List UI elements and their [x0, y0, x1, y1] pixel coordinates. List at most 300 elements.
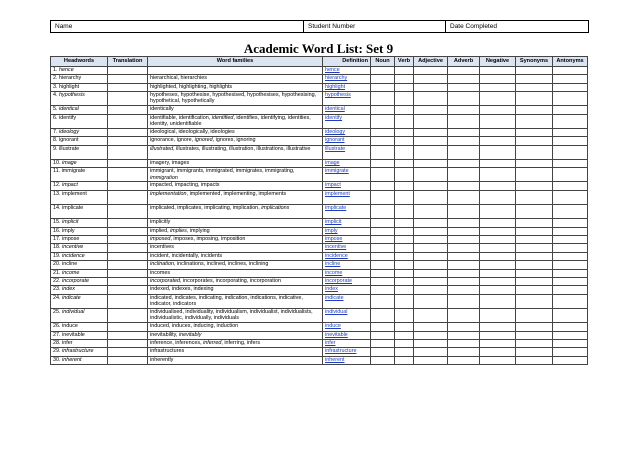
- negative-cell[interactable]: [480, 286, 516, 294]
- antonyms-cell[interactable]: [553, 92, 588, 106]
- synonyms-cell[interactable]: [516, 269, 553, 277]
- synonyms-cell[interactable]: [516, 261, 553, 269]
- definition-link[interactable]: implement: [323, 190, 371, 204]
- table-row: [51, 145, 588, 159]
- definition-link[interactable]: identify: [323, 114, 371, 128]
- row-number: 13.: [53, 190, 61, 197]
- table-row: [51, 168, 588, 182]
- translation-cell[interactable]: [108, 286, 148, 294]
- noun-cell[interactable]: [371, 331, 395, 339]
- adverb-cell[interactable]: [448, 75, 480, 83]
- translation-cell[interactable]: [108, 137, 148, 145]
- synonyms-cell[interactable]: [516, 308, 553, 322]
- adjective-cell[interactable]: [414, 331, 448, 339]
- verb-cell[interactable]: [395, 323, 414, 331]
- verb-cell[interactable]: [395, 227, 414, 235]
- verb-cell[interactable]: [395, 294, 414, 308]
- negative-cell[interactable]: [480, 308, 516, 322]
- antonyms-cell[interactable]: [553, 205, 588, 219]
- negative-cell[interactable]: [480, 190, 516, 204]
- adjective-cell[interactable]: [414, 83, 448, 91]
- headword-cell: [51, 137, 108, 145]
- translation-cell[interactable]: [108, 128, 148, 136]
- adverb-cell[interactable]: [448, 269, 480, 277]
- synonyms-cell[interactable]: [516, 190, 553, 204]
- antonyms-cell[interactable]: [553, 356, 588, 364]
- headword-cell: [51, 331, 108, 339]
- antonyms-cell[interactable]: [553, 339, 588, 347]
- negative-cell[interactable]: [480, 168, 516, 182]
- synonyms-cell[interactable]: [516, 114, 553, 128]
- noun-cell[interactable]: [371, 114, 395, 128]
- antonyms-cell[interactable]: [553, 190, 588, 204]
- adverb-cell[interactable]: [448, 190, 480, 204]
- antonyms-cell[interactable]: [553, 114, 588, 128]
- translation-cell[interactable]: [108, 205, 148, 219]
- definition-link[interactable]: inevitable: [323, 331, 371, 339]
- definition-link[interactable]: hypothesis: [323, 92, 371, 106]
- translation-cell[interactable]: [108, 348, 148, 356]
- noun-cell[interactable]: [371, 67, 395, 75]
- translation-cell[interactable]: [108, 236, 148, 244]
- synonyms-cell[interactable]: [516, 137, 553, 145]
- antonyms-cell[interactable]: [553, 294, 588, 308]
- negative-cell[interactable]: [480, 67, 516, 75]
- synonyms-cell[interactable]: [516, 67, 553, 75]
- synonyms-cell[interactable]: [516, 219, 553, 227]
- verb-cell[interactable]: [395, 114, 414, 128]
- adverb-cell[interactable]: [448, 128, 480, 136]
- synonyms-cell[interactable]: [516, 145, 553, 159]
- negative-cell[interactable]: [480, 137, 516, 145]
- verb-cell[interactable]: [395, 75, 414, 83]
- negative-cell[interactable]: [480, 145, 516, 159]
- definition-link[interactable]: ideology: [323, 128, 371, 136]
- definition-link[interactable]: identical: [323, 106, 371, 114]
- translation-cell[interactable]: [108, 308, 148, 322]
- synonyms-cell[interactable]: [516, 244, 553, 252]
- definition-link[interactable]: incline: [323, 261, 371, 269]
- translation-cell[interactable]: [108, 83, 148, 91]
- column-header: Noun: [371, 57, 395, 67]
- verb-cell[interactable]: [395, 277, 414, 285]
- verb-cell[interactable]: [395, 261, 414, 269]
- adjective-cell[interactable]: [414, 190, 448, 204]
- antonyms-cell[interactable]: [553, 323, 588, 331]
- synonyms-cell[interactable]: [516, 106, 553, 114]
- noun-cell[interactable]: [371, 159, 395, 167]
- word-families-cell: inference, inferences, inferred, inferring, infers: [148, 339, 323, 347]
- definition-link[interactable]: hence: [323, 67, 371, 75]
- adverb-cell[interactable]: [448, 356, 480, 364]
- adjective-cell[interactable]: [414, 227, 448, 235]
- noun-cell[interactable]: [371, 236, 395, 244]
- headword-text: implicit: [62, 219, 79, 226]
- definition-link[interactable]: illustrate: [323, 145, 371, 159]
- definition-link[interactable]: impose: [323, 236, 371, 244]
- definition-link[interactable]: imply: [323, 227, 371, 235]
- antonyms-cell[interactable]: [553, 236, 588, 244]
- noun-cell[interactable]: [371, 106, 395, 114]
- noun-cell[interactable]: [371, 92, 395, 106]
- adjective-cell[interactable]: [414, 205, 448, 219]
- noun-cell[interactable]: [371, 219, 395, 227]
- negative-cell[interactable]: [480, 331, 516, 339]
- synonyms-cell[interactable]: [516, 168, 553, 182]
- verb-cell[interactable]: [395, 205, 414, 219]
- synonyms-cell[interactable]: [516, 339, 553, 347]
- synonyms-cell[interactable]: [516, 323, 553, 331]
- synonyms-cell[interactable]: [516, 227, 553, 235]
- definition-link[interactable]: incorporate: [323, 277, 371, 285]
- adjective-cell[interactable]: [414, 356, 448, 364]
- adverb-cell[interactable]: [448, 182, 480, 190]
- word-families-cell: induced, induces, inducing, induction: [148, 323, 323, 331]
- verb-cell[interactable]: [395, 356, 414, 364]
- adjective-cell[interactable]: [414, 159, 448, 167]
- synonyms-cell[interactable]: [516, 294, 553, 308]
- negative-cell[interactable]: [480, 182, 516, 190]
- negative-cell[interactable]: [480, 159, 516, 167]
- adverb-cell[interactable]: [448, 67, 480, 75]
- negative-cell[interactable]: [480, 106, 516, 114]
- verb-cell[interactable]: [395, 331, 414, 339]
- negative-cell[interactable]: [480, 277, 516, 285]
- noun-cell[interactable]: [371, 190, 395, 204]
- antonyms-cell[interactable]: [553, 128, 588, 136]
- antonyms-cell[interactable]: [553, 137, 588, 145]
- adverb-cell[interactable]: [448, 261, 480, 269]
- translation-cell[interactable]: [108, 92, 148, 106]
- negative-cell[interactable]: [480, 219, 516, 227]
- adjective-cell[interactable]: [414, 137, 448, 145]
- adverb-cell[interactable]: [448, 227, 480, 235]
- negative-cell[interactable]: [480, 83, 516, 91]
- column-header: Translation: [108, 57, 148, 67]
- column-header: Synonyms: [516, 57, 553, 67]
- adverb-cell[interactable]: [448, 339, 480, 347]
- word-families-cell: hierarchical, hierarchies: [148, 75, 323, 83]
- definition-link[interactable]: immigrate: [323, 168, 371, 182]
- headword-cell: [51, 205, 108, 219]
- verb-cell[interactable]: [395, 244, 414, 252]
- antonyms-cell[interactable]: [553, 106, 588, 114]
- negative-cell[interactable]: [480, 323, 516, 331]
- row-number: 10.: [53, 159, 61, 166]
- adjective-cell[interactable]: [414, 269, 448, 277]
- negative-cell[interactable]: [480, 261, 516, 269]
- synonyms-cell[interactable]: [516, 128, 553, 136]
- adjective-cell[interactable]: [414, 106, 448, 114]
- definition-link[interactable]: inherent: [323, 356, 371, 364]
- adjective-cell[interactable]: [414, 261, 448, 269]
- definition-link[interactable]: image: [323, 159, 371, 167]
- verb-cell[interactable]: [395, 83, 414, 91]
- definition-link[interactable]: impact: [323, 182, 371, 190]
- definition-link[interactable]: income: [323, 269, 371, 277]
- antonyms-cell[interactable]: [553, 219, 588, 227]
- adjective-cell[interactable]: [414, 67, 448, 75]
- adjective-cell[interactable]: [414, 286, 448, 294]
- synonyms-cell[interactable]: [516, 286, 553, 294]
- translation-cell[interactable]: [108, 244, 148, 252]
- antonyms-cell[interactable]: [553, 277, 588, 285]
- adjective-cell[interactable]: [414, 128, 448, 136]
- verb-cell[interactable]: [395, 92, 414, 106]
- adverb-cell[interactable]: [448, 114, 480, 128]
- noun-cell[interactable]: [371, 308, 395, 322]
- definition-link[interactable]: ignorant: [323, 137, 371, 145]
- column-header: Definition: [323, 57, 371, 67]
- adverb-cell[interactable]: [448, 277, 480, 285]
- antonyms-cell[interactable]: [553, 227, 588, 235]
- adjective-cell[interactable]: [414, 182, 448, 190]
- negative-cell[interactable]: [480, 92, 516, 106]
- definition-link[interactable]: hierarchy: [323, 75, 371, 83]
- adjective-cell[interactable]: [414, 244, 448, 252]
- verb-cell[interactable]: [395, 182, 414, 190]
- adjective-cell[interactable]: [414, 219, 448, 227]
- definition-link[interactable]: implicate: [323, 205, 371, 219]
- noun-cell[interactable]: [371, 269, 395, 277]
- translation-cell[interactable]: [108, 331, 148, 339]
- headword-text: identify: [59, 114, 77, 121]
- synonyms-cell[interactable]: [516, 277, 553, 285]
- antonyms-cell[interactable]: [553, 331, 588, 339]
- adverb-cell[interactable]: [448, 348, 480, 356]
- adjective-cell[interactable]: [414, 114, 448, 128]
- definition-link[interactable]: induce: [323, 323, 371, 331]
- synonyms-cell[interactable]: [516, 331, 553, 339]
- noun-cell[interactable]: [371, 128, 395, 136]
- verb-cell[interactable]: [395, 137, 414, 145]
- adverb-cell[interactable]: [448, 145, 480, 159]
- noun-cell[interactable]: [371, 277, 395, 285]
- synonyms-cell[interactable]: [516, 75, 553, 83]
- adverb-cell[interactable]: [448, 323, 480, 331]
- noun-cell[interactable]: [371, 294, 395, 308]
- synonyms-cell[interactable]: [516, 252, 553, 260]
- word-families-cell: [148, 67, 323, 75]
- date-completed-field[interactable]: [446, 21, 588, 32]
- adverb-cell[interactable]: [448, 286, 480, 294]
- word-families-cell: indicated, indicates, indicating, indication, indications, indicative, indicator, indicators: [148, 294, 323, 308]
- translation-cell[interactable]: [108, 106, 148, 114]
- adjective-cell[interactable]: [414, 252, 448, 260]
- verb-cell[interactable]: [395, 308, 414, 322]
- negative-cell[interactable]: [480, 227, 516, 235]
- synonyms-cell[interactable]: [516, 236, 553, 244]
- word-families-cell: illustrated, illustrates, illustrating, illustration, illustrations, illustrative: [148, 145, 323, 159]
- negative-cell[interactable]: [480, 294, 516, 308]
- definition-link[interactable]: highlight: [323, 83, 371, 91]
- noun-cell[interactable]: [371, 356, 395, 364]
- table-row: [51, 308, 588, 322]
- adjective-cell[interactable]: [414, 75, 448, 83]
- antonyms-cell[interactable]: [553, 75, 588, 83]
- antonyms-cell[interactable]: [553, 168, 588, 182]
- translation-cell[interactable]: [108, 339, 148, 347]
- synonyms-cell[interactable]: [516, 83, 553, 91]
- adverb-cell[interactable]: [448, 83, 480, 91]
- definition-link[interactable]: infrastructure: [323, 348, 371, 356]
- verb-cell[interactable]: [395, 286, 414, 294]
- adjective-cell[interactable]: [414, 236, 448, 244]
- antonyms-cell[interactable]: [553, 145, 588, 159]
- negative-cell[interactable]: [480, 269, 516, 277]
- adverb-cell[interactable]: [448, 331, 480, 339]
- table-row: [51, 252, 588, 260]
- verb-cell[interactable]: [395, 339, 414, 347]
- antonyms-cell[interactable]: [553, 348, 588, 356]
- synonyms-cell[interactable]: [516, 205, 553, 219]
- negative-cell[interactable]: [480, 75, 516, 83]
- negative-cell[interactable]: [480, 128, 516, 136]
- adjective-cell[interactable]: [414, 145, 448, 159]
- adjective-cell[interactable]: [414, 168, 448, 182]
- translation-cell[interactable]: [108, 219, 148, 227]
- antonyms-cell[interactable]: [553, 261, 588, 269]
- definition-link[interactable]: index: [323, 286, 371, 294]
- noun-cell[interactable]: [371, 286, 395, 294]
- noun-cell[interactable]: [371, 182, 395, 190]
- verb-cell[interactable]: [395, 128, 414, 136]
- antonyms-cell[interactable]: [553, 83, 588, 91]
- negative-cell[interactable]: [480, 339, 516, 347]
- student-info-bar: [50, 20, 589, 33]
- name-field[interactable]: [51, 21, 304, 32]
- table-row: [51, 331, 588, 339]
- noun-cell[interactable]: [371, 339, 395, 347]
- student-number-field[interactable]: [304, 21, 446, 32]
- negative-cell[interactable]: [480, 114, 516, 128]
- verb-cell[interactable]: [395, 145, 414, 159]
- row-number: 19.: [53, 252, 61, 259]
- adjective-cell[interactable]: [414, 348, 448, 356]
- translation-cell[interactable]: [108, 277, 148, 285]
- verb-cell[interactable]: [395, 348, 414, 356]
- adverb-cell[interactable]: [448, 308, 480, 322]
- negative-cell[interactable]: [480, 252, 516, 260]
- adverb-cell[interactable]: [448, 252, 480, 260]
- noun-cell[interactable]: [371, 323, 395, 331]
- negative-cell[interactable]: [480, 348, 516, 356]
- translation-cell[interactable]: [108, 252, 148, 260]
- negative-cell[interactable]: [480, 236, 516, 244]
- adjective-cell[interactable]: [414, 323, 448, 331]
- antonyms-cell[interactable]: [553, 182, 588, 190]
- noun-cell[interactable]: [371, 168, 395, 182]
- antonyms-cell[interactable]: [553, 67, 588, 75]
- translation-cell[interactable]: [108, 356, 148, 364]
- antonyms-cell[interactable]: [553, 244, 588, 252]
- word-families-cell: highlighted, highlighting, highlights: [148, 83, 323, 91]
- noun-cell[interactable]: [371, 83, 395, 91]
- translation-cell[interactable]: [108, 159, 148, 167]
- translation-cell[interactable]: [108, 75, 148, 83]
- adverb-cell[interactable]: [448, 137, 480, 145]
- adverb-cell[interactable]: [448, 236, 480, 244]
- headword-cell: [51, 219, 108, 227]
- noun-cell[interactable]: [371, 145, 395, 159]
- verb-cell[interactable]: [395, 269, 414, 277]
- translation-cell[interactable]: [108, 182, 148, 190]
- synonyms-cell[interactable]: [516, 182, 553, 190]
- antonyms-cell[interactable]: [553, 308, 588, 322]
- antonyms-cell[interactable]: [553, 286, 588, 294]
- antonyms-cell[interactable]: [553, 252, 588, 260]
- adverb-cell[interactable]: [448, 205, 480, 219]
- negative-cell[interactable]: [480, 244, 516, 252]
- adjective-cell[interactable]: [414, 277, 448, 285]
- translation-cell[interactable]: [108, 114, 148, 128]
- verb-cell[interactable]: [395, 236, 414, 244]
- translation-cell[interactable]: [108, 269, 148, 277]
- definition-link[interactable]: implicit: [323, 219, 371, 227]
- adverb-cell[interactable]: [448, 244, 480, 252]
- table-row: [51, 75, 588, 83]
- negative-cell[interactable]: [480, 356, 516, 364]
- translation-cell[interactable]: [108, 190, 148, 204]
- adjective-cell[interactable]: [414, 92, 448, 106]
- adverb-cell[interactable]: [448, 168, 480, 182]
- adverb-cell[interactable]: [448, 294, 480, 308]
- verb-cell[interactable]: [395, 106, 414, 114]
- noun-cell[interactable]: [371, 205, 395, 219]
- antonyms-cell[interactable]: [553, 159, 588, 167]
- adjective-cell[interactable]: [414, 294, 448, 308]
- noun-cell[interactable]: [371, 244, 395, 252]
- adjective-cell[interactable]: [414, 339, 448, 347]
- noun-cell[interactable]: [371, 75, 395, 83]
- antonyms-cell[interactable]: [553, 269, 588, 277]
- translation-cell[interactable]: [108, 323, 148, 331]
- synonyms-cell[interactable]: [516, 92, 553, 106]
- translation-cell[interactable]: [108, 261, 148, 269]
- verb-cell[interactable]: [395, 252, 414, 260]
- verb-cell[interactable]: [395, 67, 414, 75]
- verb-cell[interactable]: [395, 219, 414, 227]
- adverb-cell[interactable]: [448, 106, 480, 114]
- verb-cell[interactable]: [395, 190, 414, 204]
- translation-cell[interactable]: [108, 227, 148, 235]
- definition-link[interactable]: incentive: [323, 244, 371, 252]
- noun-cell[interactable]: [371, 252, 395, 260]
- verb-cell[interactable]: [395, 168, 414, 182]
- adverb-cell[interactable]: [448, 159, 480, 167]
- noun-cell[interactable]: [371, 348, 395, 356]
- synonyms-cell[interactable]: [516, 159, 553, 167]
- adverb-cell[interactable]: [448, 219, 480, 227]
- synonyms-cell[interactable]: [516, 348, 553, 356]
- adverb-cell[interactable]: [448, 92, 480, 106]
- translation-cell[interactable]: [108, 168, 148, 182]
- definition-link[interactable]: incidence: [323, 252, 371, 260]
- synonyms-cell[interactable]: [516, 356, 553, 364]
- adjective-cell[interactable]: [414, 308, 448, 322]
- definition-link[interactable]: indicate: [323, 294, 371, 308]
- definition-link[interactable]: infer: [323, 339, 371, 347]
- translation-cell[interactable]: [108, 145, 148, 159]
- noun-cell[interactable]: [371, 227, 395, 235]
- definition-link[interactable]: individual: [323, 308, 371, 322]
- verb-cell[interactable]: [395, 159, 414, 167]
- negative-cell[interactable]: [480, 205, 516, 219]
- noun-cell[interactable]: [371, 261, 395, 269]
- translation-cell[interactable]: [108, 294, 148, 308]
- translation-cell[interactable]: [108, 67, 148, 75]
- noun-cell[interactable]: [371, 137, 395, 145]
